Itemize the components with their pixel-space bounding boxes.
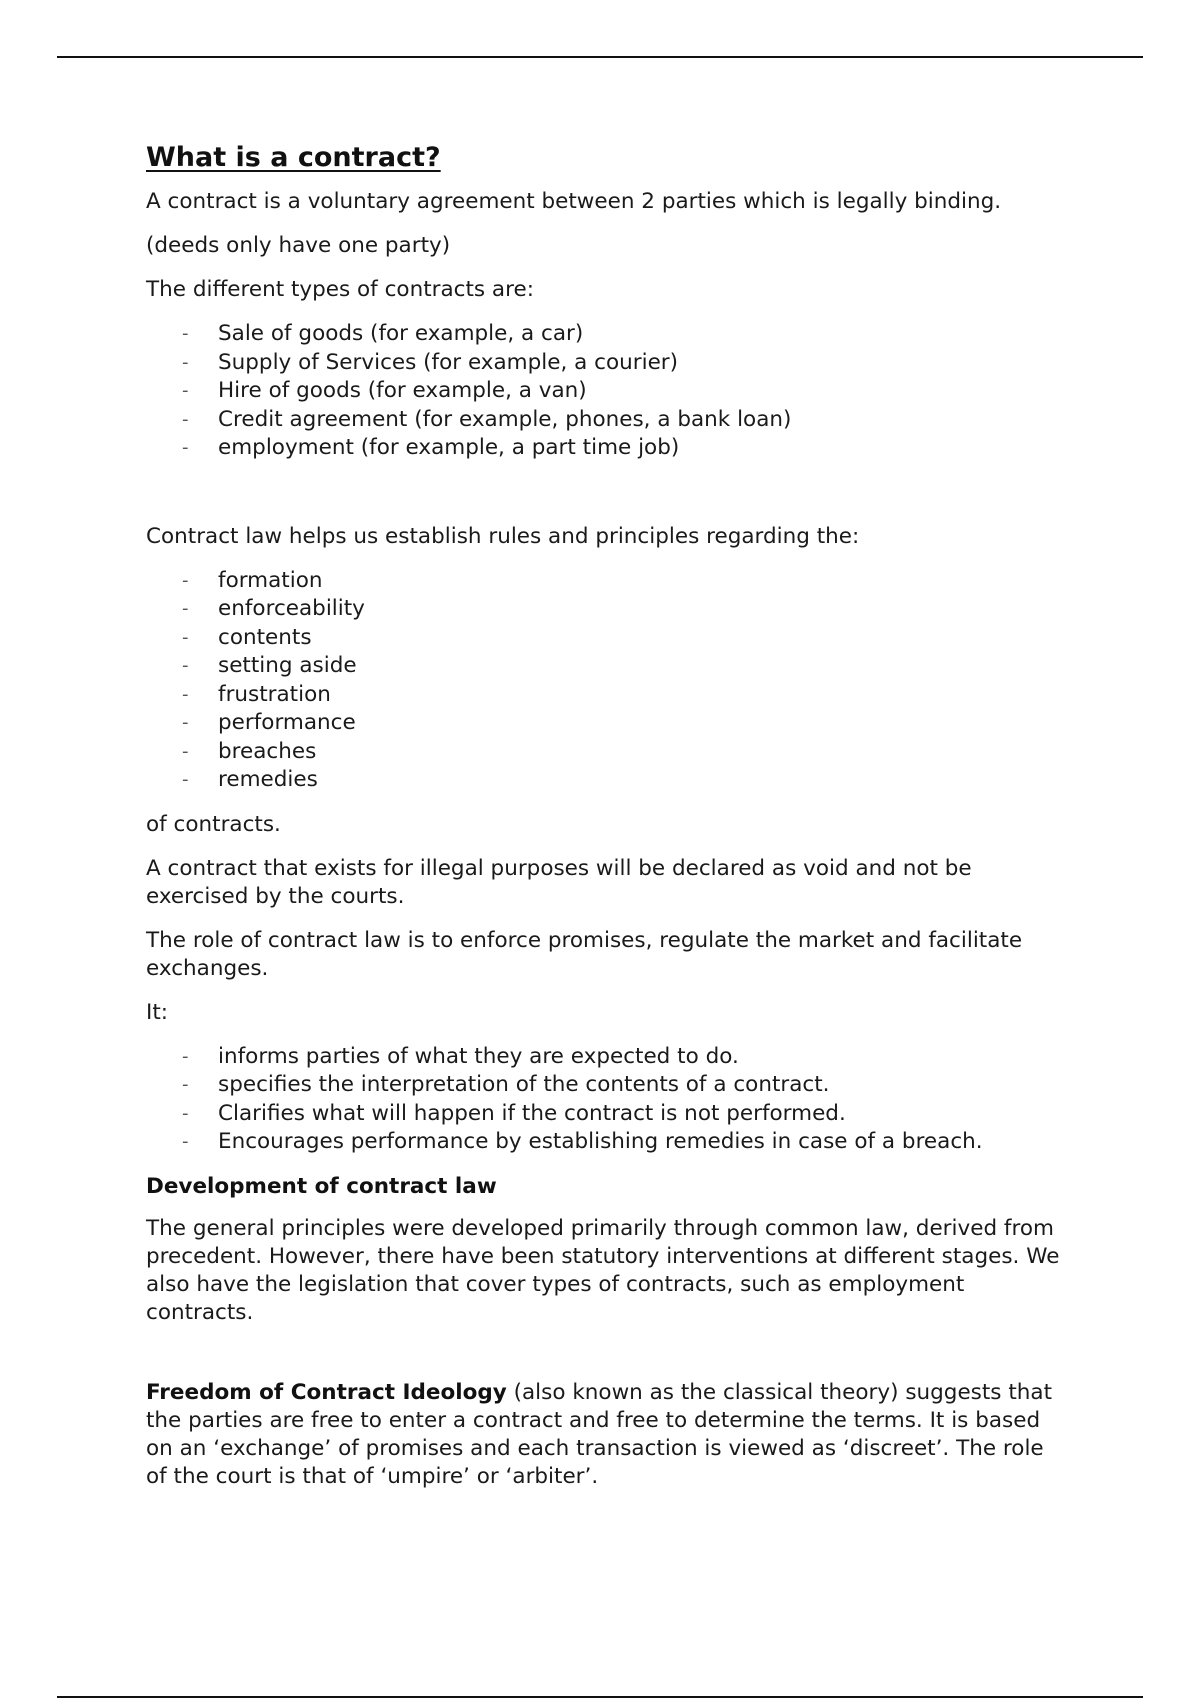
- role-paragraph: The role of contract law is to enforce promises, regulate the market and facilitate exchanges.: [146, 927, 1023, 981]
- list-item: - Sale of goods (for example, a car): [146, 320, 1066, 349]
- freedom-paragraph: [146, 1379, 1066, 1491]
- illegal-purpose-paragraph: A contract that exists for illegal purposes will be declared as void and not be exercised by the courts.: [146, 855, 972, 909]
- functions-list: [146, 1043, 1066, 1157]
- contract-definition: A contract is a voluntary agreement between 2 parties which is legally binding.: [146, 189, 1002, 214]
- list-item: - Credit agreement (for example, phones, a bank loan): [146, 406, 1066, 435]
- document-body: [146, 140, 1066, 1507]
- development-paragraph: The general principles were developed primarily through common law, derived from precedent. However, there have been statutory interventions at different stages. We also have the legislation that cover types of contracts, such as employment contracts.: [146, 1215, 1060, 1325]
- spacer: [146, 1343, 1066, 1379]
- freedom-body: (also known as the classical theory) suggests that the parties are free to enter a contract and free to determine the terms. It is based on an ‘exchange’ of promises and each transaction is viewed as ‘discreet’. The role of the court is that of ‘umpire’ or ‘arbiter’.: [146, 1379, 1052, 1489]
- contract-types-list: [146, 320, 1066, 463]
- list-item: - informs parties of what they are expected to do.: [146, 1043, 1066, 1072]
- principles-list: [146, 567, 1066, 795]
- list-item: - Supply of Services (for example, a courier): [146, 349, 1066, 378]
- list-item: - formation: [146, 567, 1066, 596]
- list-item: - remedies: [146, 766, 1066, 795]
- list-item: - breaches: [146, 738, 1066, 767]
- of-contracts: of contracts.: [146, 811, 281, 837]
- freedom-term: Freedom of Contract Ideology: [146, 1379, 507, 1405]
- page-title: What is a contract?: [146, 142, 441, 173]
- list-item: - employment (for example, a part time job): [146, 434, 1066, 463]
- header-rule: [57, 56, 1143, 58]
- development-heading: Development of contract law: [146, 1173, 497, 1199]
- deeds-note: (deeds only have one party): [146, 233, 451, 258]
- list-item: - setting aside: [146, 652, 1066, 681]
- list-item: - enforceability: [146, 595, 1066, 624]
- list-item: - Encourages performance by establishing remedies in case of a breach.: [146, 1128, 1066, 1157]
- list-item: - frustration: [146, 681, 1066, 710]
- contract-law-lead: Contract law helps us establish rules and principles regarding the:: [146, 523, 860, 549]
- spacer: [146, 479, 1066, 523]
- footer-rule: [57, 1696, 1143, 1698]
- list-item: - performance: [146, 709, 1066, 738]
- list-item: - contents: [146, 624, 1066, 653]
- list-item: - Hire of goods (for example, a van): [146, 377, 1066, 406]
- contract-types-lead: The different types of contracts are:: [146, 277, 534, 302]
- list-item: - specifies the interpretation of the contents of a contract.: [146, 1071, 1066, 1100]
- it-lead: It:: [146, 999, 169, 1025]
- list-item: - Clarifies what will happen if the contract is not performed.: [146, 1100, 1066, 1129]
